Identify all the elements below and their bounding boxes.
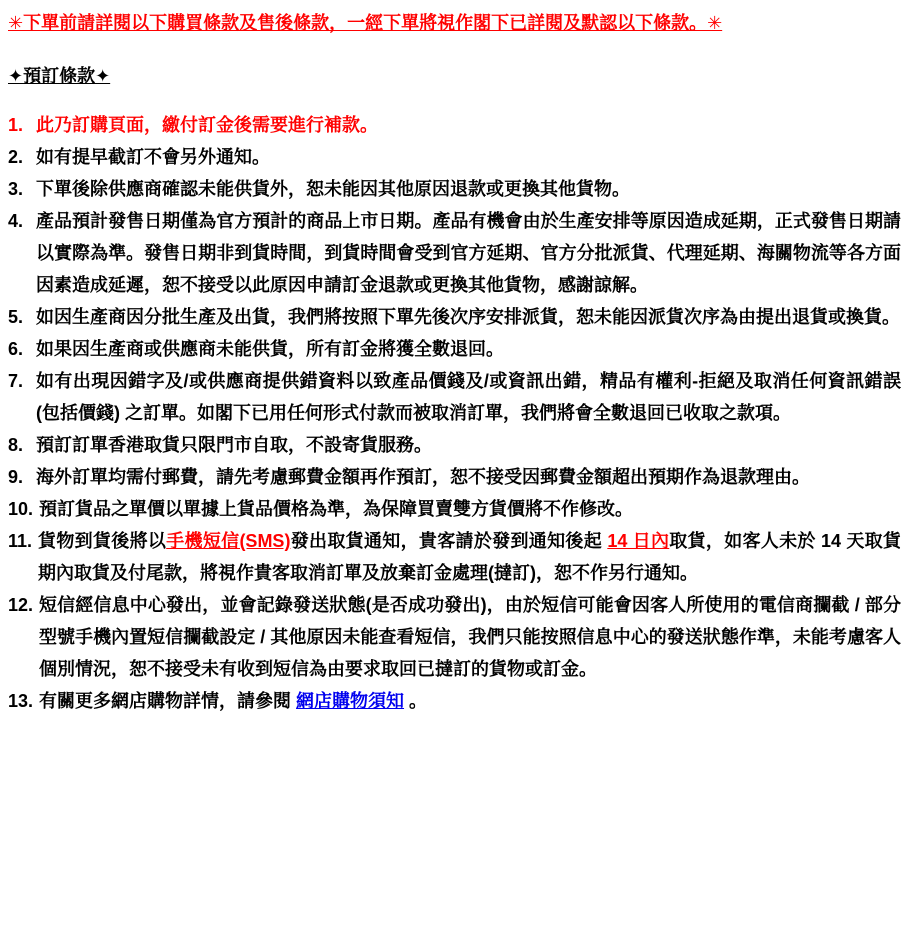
term-segment: 如有出現因錯字及/或供應商提供錯資料以致產品價錢及/或資訊出錯，精品有權利-拒絕及取消任何資訊錯誤(包括價錢) 之訂單。如閣下已用任何形式付款而被取消訂單，我們將會全數退回已收取之款項。 (36, 371, 901, 423)
term-text (36, 141, 901, 173)
term-item (8, 429, 901, 461)
term-number: 4. (8, 211, 24, 231)
shop-guide-link[interactable]: 網店購物須知 (296, 691, 405, 711)
term-text (36, 461, 901, 493)
term-item (8, 301, 901, 333)
term-text (36, 301, 901, 333)
term-number: 5. (8, 307, 24, 327)
term-text (38, 525, 901, 589)
term-text (36, 333, 901, 365)
term-number: 3. (8, 179, 24, 199)
term-number: 6. (8, 339, 24, 359)
purchase-terms-header: ✳下單前請詳閱以下購買條款及售後條款，一經下單將視作閣下已詳閱及默認以下條款。✳ (8, 13, 723, 33)
term-number: 2. (8, 147, 24, 167)
terms-list (8, 109, 901, 717)
term-item (8, 365, 901, 429)
term-segment: 貨物到貨後將以 (38, 531, 167, 551)
term-segment: 如有提早截訂不會另外通知。 (36, 147, 270, 167)
term-item (8, 205, 901, 301)
term-item (8, 685, 901, 717)
term-text (39, 685, 901, 717)
term-segment: 發出取貨通知，貴客請於發到通知後起 (290, 531, 608, 551)
term-text (36, 205, 901, 301)
term-number: 11. (8, 531, 33, 551)
highlighted-text: 手機短信(SMS) (166, 531, 291, 551)
term-segment: 如因生產商因分批生產及出貨，我們將按照下單先後次序安排派貨，恕未能因派貨次序為由提出退貨或換貨。 (36, 307, 900, 327)
term-item (8, 173, 901, 205)
term-segment: 有關更多網店購物詳情，請參閱 (39, 691, 297, 711)
term-number: 1. (8, 115, 24, 135)
term-item (8, 525, 901, 589)
term-segment: 預訂訂單香港取貨只限門市自取，不設寄貨服務。 (36, 435, 432, 455)
term-segment: 此乃訂購頁面，繳付訂金後需要進行補款。 (36, 115, 378, 135)
term-segment: 海外訂單均需付郵費，請先考慮郵費金額再作預訂，恕不接受因郵費金額超出預期作為退款理由。 (36, 467, 810, 487)
term-segment: 。 (404, 691, 428, 711)
term-text (36, 365, 901, 429)
section-title-preorder-terms: ✦預訂條款✦ (8, 66, 111, 86)
term-item (8, 109, 901, 141)
term-text (36, 173, 901, 205)
term-item (8, 461, 901, 493)
term-segment: 預訂貨品之單價以單據上貨品價格為準，為保障買賣雙方貨價將不作修改。 (39, 499, 634, 519)
term-text (36, 109, 901, 141)
term-segment: 產品預計發售日期僅為官方預計的商品上市日期。產品有機會由於生產安排等原因造成延期，正式發售日期請以實際為準。發售日期非到貨時間，到貨時間會受到官方延期、官方分批派貨、代理延期、海關物流等各方面因素造成延遲，恕不接受以此原因申請訂金退款或更換其他貨物，感謝諒解。 (36, 211, 901, 295)
term-item (8, 589, 901, 685)
term-text (39, 493, 901, 525)
term-segment: 短信經信息中心發出，並會記錄發送狀態(是否成功發出)，由於短信可能會因客人所使用的電信商攔截 / 部分型號手機內置短信攔截設定 / 其他原因未能查看短信，我們只能按照信息中心的發送狀態作準，未能考慮客人個別情況，恕不接受未有收到短信為由要求取回已撻訂的貨物或訂金。 (39, 595, 901, 679)
term-segment: 下單後除供應商確認未能供貨外，恕未能因其他原因退款或更換其他貨物。 (36, 179, 630, 199)
term-segment: 如果因生產商或供應商未能供貨，所有訂金將獲全數退回。 (36, 339, 504, 359)
term-number: 10. (8, 499, 34, 519)
term-item (8, 493, 901, 525)
term-item (8, 141, 901, 173)
term-number: 8. (8, 435, 24, 455)
term-segment: 取貨，如客人未於 14 天取貨期內取貨及付尾款，將視作貴客取消訂單及放棄訂金處理(撻訂)，恕不作另行通知。 (38, 531, 901, 583)
term-number: 9. (8, 467, 24, 487)
term-number: 12. (8, 595, 34, 615)
term-number: 7. (8, 371, 24, 391)
term-number: 13. (8, 691, 34, 711)
term-text (39, 589, 901, 685)
highlighted-text: 14 日內 (607, 531, 670, 551)
term-item (8, 333, 901, 365)
term-text (36, 429, 901, 461)
